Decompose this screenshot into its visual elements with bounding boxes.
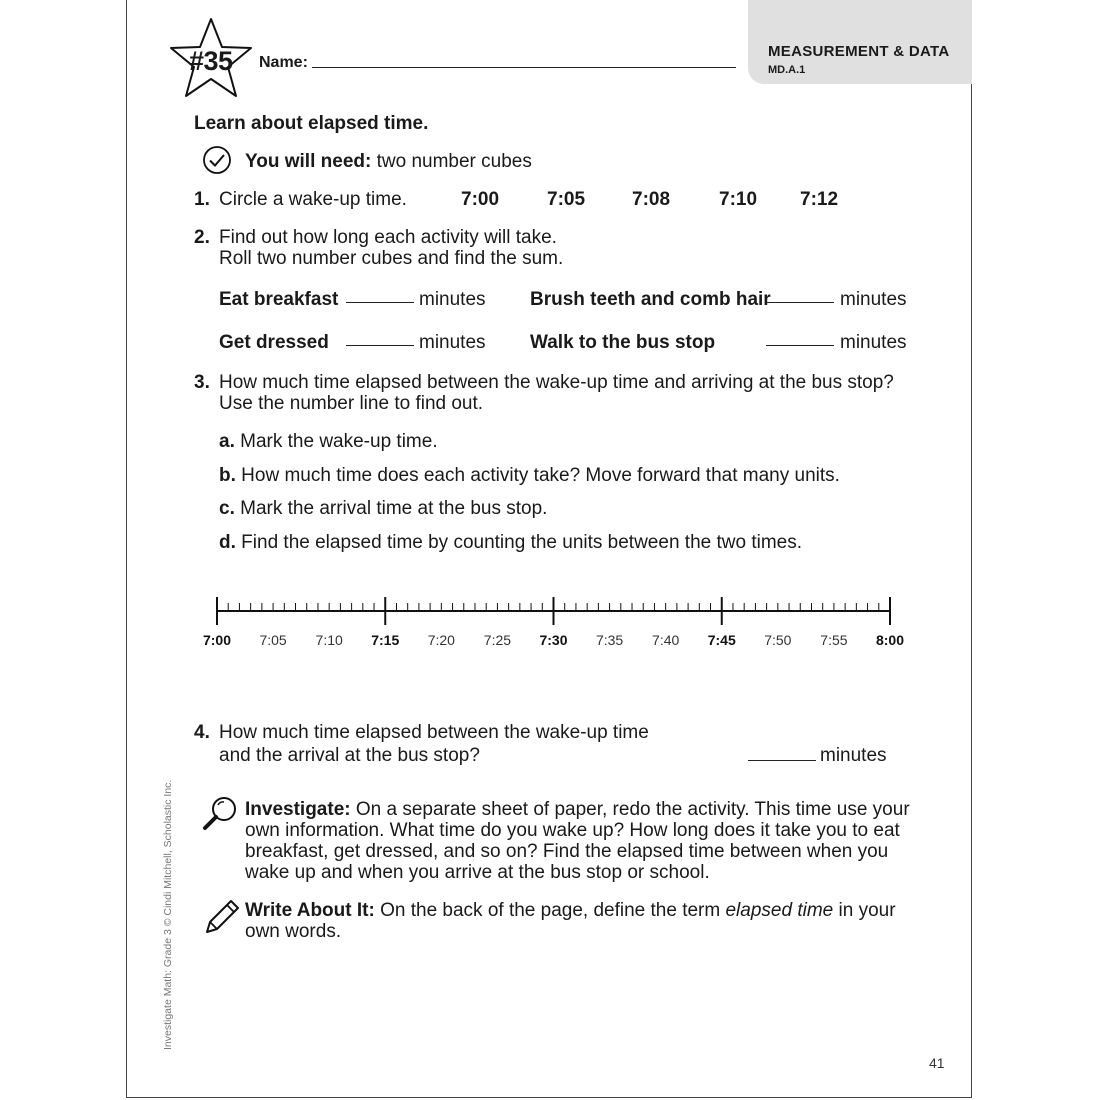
- q4-number: 4.: [194, 722, 210, 743]
- tick-label: 7:05: [259, 632, 287, 648]
- materials-label: You will need:: [245, 151, 372, 172]
- q2-line1: Find out how long each activity will take.: [219, 227, 557, 248]
- tick-label: 7:20: [427, 632, 455, 648]
- q4-line1: How much time elapsed between the wake-up time: [219, 722, 649, 743]
- q3-line1: How much time elapsed between the wake-up time and arriving at the bus stop?: [219, 372, 894, 393]
- tick-label: 7:50: [764, 632, 792, 648]
- activity-get-dressed: Get dressed: [219, 332, 329, 353]
- write-text-post: in your: [838, 900, 896, 921]
- wake-time-option[interactable]: 7:10: [719, 189, 758, 210]
- step-letter: d.: [219, 532, 236, 553]
- q3-step-c: [219, 498, 547, 520]
- q3-line2: Use the number line to find out.: [219, 393, 484, 414]
- walk-minutes-field[interactable]: [766, 345, 834, 346]
- q2-line2: Roll two number cubes and find the sum.: [219, 248, 564, 269]
- investigate-line3: breakfast, get dressed, and so on? Find the elapsed time between when you: [245, 841, 889, 862]
- materials-line: [245, 151, 532, 173]
- magnifying-glass-icon: [200, 794, 240, 834]
- write-term: elapsed time: [725, 900, 834, 921]
- step-text: Mark the wake-up time.: [240, 431, 438, 452]
- write-line2: own words.: [245, 921, 342, 942]
- minutes-unit: minutes: [840, 289, 907, 310]
- standard-code: MD.A.1: [768, 64, 806, 76]
- tick-label: 7:35: [595, 632, 624, 648]
- name-field[interactable]: [312, 67, 736, 68]
- step-text: Find the elapsed time by counting the units between the two times.: [241, 532, 802, 553]
- tick-label: 7:30: [539, 632, 568, 648]
- tick-label: 8:00: [875, 632, 905, 648]
- category-title: MEASUREMENT & DATA: [768, 43, 950, 60]
- step-letter: c.: [219, 498, 235, 519]
- tick-label: 7:10: [315, 632, 343, 648]
- minutes-unit: minutes: [419, 332, 486, 353]
- investigate-text: On a separate sheet of paper, redo the activity. This time use your: [355, 799, 910, 820]
- tick-label: 7:00: [202, 632, 232, 648]
- dressed-minutes-field[interactable]: [346, 345, 414, 346]
- checkmark-icon: [202, 145, 232, 175]
- investigate-line1: [245, 799, 910, 821]
- step-text: Mark the arrival time at the bus stop.: [240, 498, 548, 519]
- pencil-icon: [201, 898, 241, 938]
- q3-step-d: [219, 532, 802, 554]
- write-text-pre: On the back of the page, define the term: [380, 900, 721, 921]
- write-label: Write About It:: [245, 900, 375, 921]
- activity-number: #35: [189, 46, 233, 76]
- activity-walk-bus: Walk to the bus stop: [530, 332, 716, 353]
- wake-time-option[interactable]: 7:12: [800, 189, 839, 210]
- tick-label: 7:55: [820, 632, 848, 648]
- brush-minutes-field[interactable]: [766, 302, 834, 303]
- q1-text: Circle a wake-up time.: [219, 189, 407, 210]
- investigate-line4: wake up and when you arrive at the bus stop or school.: [245, 862, 710, 883]
- q3-step-a: [219, 431, 438, 453]
- intro-heading: Learn about elapsed time.: [194, 113, 429, 134]
- write-line1: [245, 900, 896, 922]
- q3-number: 3.: [194, 372, 210, 393]
- investigate-label: Investigate:: [245, 799, 351, 820]
- minutes-unit: minutes: [419, 289, 486, 310]
- investigate-line2: own information. What time do you wake up? How long does it take you to eat: [245, 820, 900, 841]
- tick-label: 7:25: [483, 632, 512, 648]
- wake-time-option[interactable]: 7:00: [461, 189, 500, 210]
- minutes-unit: minutes: [820, 745, 887, 766]
- tick-label: 7:40: [652, 632, 680, 648]
- wake-time-option[interactable]: 7:05: [547, 189, 586, 210]
- activity-brush-teeth: Brush teeth and comb hair: [530, 289, 771, 310]
- copyright-text: Investigate Math: Grade 3 © Cindi Mitchell, Scholastic Inc.: [162, 779, 174, 1050]
- breakfast-minutes-field[interactable]: [346, 302, 414, 303]
- q1-number: 1.: [194, 189, 210, 210]
- step-text: How much time does each activity take? Move forward that many units.: [241, 465, 840, 486]
- elapsed-minutes-field[interactable]: [748, 760, 816, 761]
- tick-label: 7:45: [707, 632, 736, 648]
- tick-label: 7:15: [371, 632, 400, 648]
- number-line[interactable]: [200, 590, 920, 630]
- q3-step-b: [219, 465, 840, 487]
- q4-line2: and the arrival at the bus stop?: [219, 745, 480, 766]
- wake-time-option[interactable]: 7:08: [632, 189, 671, 210]
- name-label: Name:: [259, 54, 308, 71]
- page-number: 41: [929, 1055, 945, 1071]
- step-letter: a.: [219, 431, 235, 452]
- minutes-unit: minutes: [840, 332, 907, 353]
- step-letter: b.: [219, 465, 236, 486]
- q2-number: 2.: [194, 227, 210, 248]
- activity-eat-breakfast: Eat breakfast: [219, 289, 339, 310]
- materials-text: two number cubes: [376, 151, 532, 172]
